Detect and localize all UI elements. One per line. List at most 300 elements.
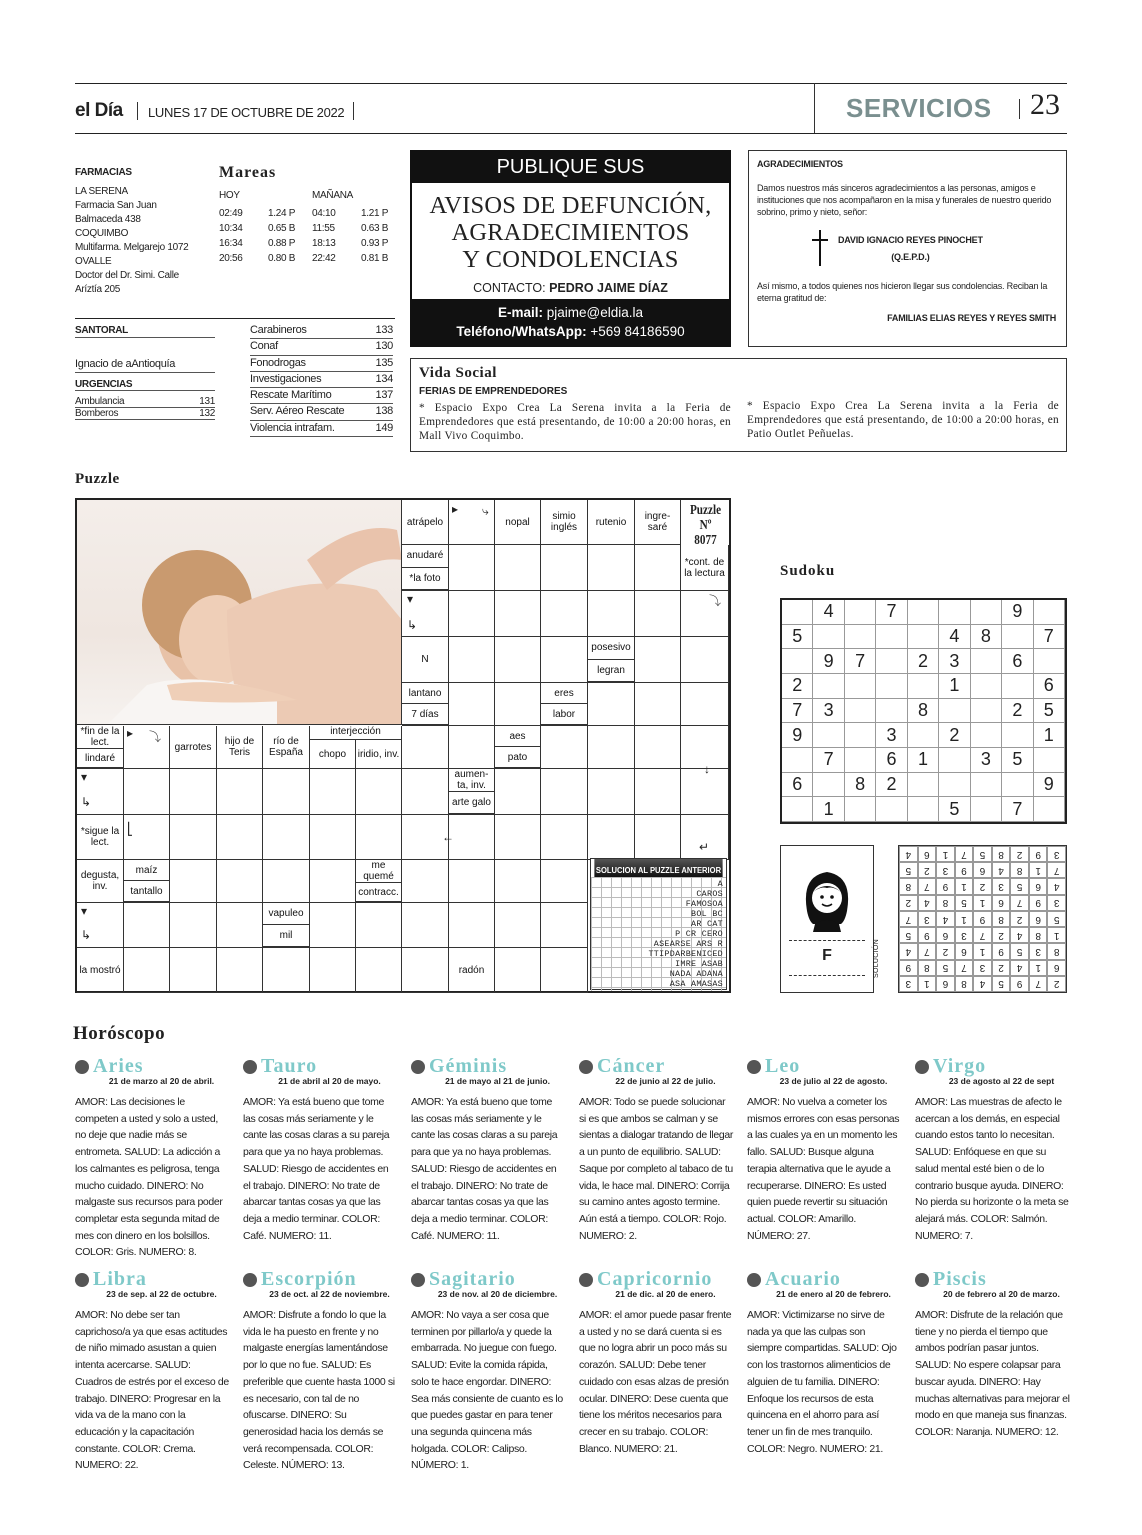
zodiac-icon: [75, 1060, 89, 1074]
crossword-clue-cell: degusta, inv.: [77, 860, 124, 903]
crossword-cell[interactable]: [170, 948, 217, 993]
sudoku-solution-cell: 2: [918, 862, 937, 878]
sudoku-solution-cell: 2: [1047, 976, 1066, 992]
phone-row: Investigaciones 134: [250, 372, 393, 388]
sudoku-solution-cell: 3: [973, 960, 992, 976]
crossword-cell[interactable]: [635, 815, 681, 860]
sudoku-cell: 8: [971, 625, 1002, 650]
crossword-cell[interactable]: [635, 637, 681, 683]
sudoku-cell: 4: [939, 625, 970, 650]
sudoku-solution-cell: 7: [955, 846, 974, 862]
tide-height: 1.24 P: [268, 208, 296, 219]
sign-dates: 23 de agosto al 22 de sept: [948, 1076, 1055, 1086]
vida-social-title: Vida Social: [419, 365, 497, 381]
sudoku-cell: 8: [845, 773, 876, 798]
sign-text: AMOR: Las muestras de afecto le acercan a los demás, en especial cuando estos tanto lo necesitan. SALUD: Enfóquese en que su salud mental esté bien o de lo contrario busque ayuda. DINERO: No pierda su horizonte o la meta se alejará más. COLOR: Salmón. NUMERO: 7.: [915, 1096, 1069, 1242]
crossword-clue-cell: atrápelo: [402, 500, 449, 545]
agradecimientos-outro: Así mismo, a todos quienes nos hicieron llegar sus condolencias. Reciban la eterna gratitud de:: [757, 281, 1048, 303]
crossword-cell[interactable]: [588, 726, 635, 769]
zodiac-icon: [747, 1060, 761, 1074]
crossword-cell[interactable]: [495, 591, 541, 637]
sudoku-cell[interactable]: [1002, 773, 1033, 798]
tide-height: 0.81 B: [361, 253, 389, 264]
sign-name: Cáncer: [597, 1055, 666, 1077]
crossword-cell[interactable]: [635, 545, 681, 591]
crossword-cell[interactable]: [681, 683, 729, 726]
crossword-cell[interactable]: [402, 726, 449, 769]
crossword-clue-cell: [402, 545, 449, 591]
horoscope-sign: [747, 1268, 902, 1457]
sudoku-cell[interactable]: [971, 600, 1002, 625]
email-label: E-mail:: [497, 305, 543, 320]
arrow-icon: ↓: [704, 762, 710, 776]
tide-height: 1.21 P: [361, 208, 389, 219]
crossword-cell[interactable]: [588, 769, 635, 815]
crossword-cell[interactable]: [541, 815, 588, 860]
sudoku-cell[interactable]: [1002, 625, 1033, 650]
sudoku-cell[interactable]: [1034, 797, 1065, 822]
crossword-cell[interactable]: [217, 815, 263, 860]
crossword-clue-cell: la mostró: [77, 948, 124, 993]
crossword-cell[interactable]: [541, 948, 588, 993]
sudoku-solution-cell: 8: [1047, 943, 1066, 959]
zodiac-icon: [75, 1273, 89, 1287]
crossword-cell[interactable]: [356, 769, 402, 815]
sudoku-cell[interactable]: [908, 674, 939, 699]
crossword-cell[interactable]: [635, 591, 681, 637]
crossword-clue: vapuleo: [263, 903, 309, 925]
sudoku-cell[interactable]: [908, 723, 939, 748]
sudoku-cell[interactable]: [845, 600, 876, 625]
sudoku-cell: 3: [876, 723, 907, 748]
arrow-icon: ▾: [81, 770, 88, 784]
sudoku-solution-cell: 4: [899, 846, 918, 862]
sign-dates: 22 de junio al 22 de julio.: [615, 1076, 716, 1086]
phone-label: Teléfono/WhatsApp:: [456, 324, 587, 339]
puzzle-title: Puzzle: [75, 471, 120, 487]
crossword-cell[interactable]: [402, 769, 449, 815]
sudoku-solution-cell: 1: [1029, 862, 1048, 878]
crossword-cell[interactable]: [356, 903, 402, 948]
sudoku-solution-cell: 8: [936, 895, 955, 911]
crossword-clue-cell: simio inglés: [541, 500, 588, 545]
sudoku-cell: 3: [971, 748, 1002, 773]
sudoku-cell: 2: [908, 649, 939, 674]
crossword-cell[interactable]: [495, 815, 541, 860]
crossword-cell[interactable]: [449, 726, 495, 769]
crossword-cell[interactable]: [402, 903, 449, 948]
sudoku-cell[interactable]: [1002, 723, 1033, 748]
sudoku-cell[interactable]: [908, 600, 939, 625]
sign-dates: 21 de marzo al 20 de abril.: [108, 1076, 215, 1086]
crossword-cell[interactable]: [495, 545, 541, 591]
sudoku-cell[interactable]: [845, 674, 876, 699]
sudoku-solution-cell: 5: [973, 846, 992, 862]
phones-list: [250, 323, 393, 437]
farmacia-line: Farmacia San Juan: [75, 200, 157, 211]
sudoku-cell[interactable]: [876, 699, 907, 724]
crossword-cell[interactable]: [449, 545, 495, 591]
crossword-cell[interactable]: [541, 860, 588, 903]
crossword-clue-cell: *sigue la lect.: [77, 815, 124, 860]
crossword-cell[interactable]: [449, 591, 495, 637]
crossword-cell[interactable]: [541, 545, 588, 591]
sudoku-solution-cell: 1: [1047, 927, 1066, 943]
crossword-cell[interactable]: [495, 769, 541, 815]
sudoku-solution-cell: 1: [936, 846, 955, 862]
sign-dates: 23 de nov. al 20 de diciembre.: [437, 1289, 558, 1299]
crossword-cell[interactable]: [635, 683, 681, 726]
sudoku-cell[interactable]: [813, 723, 844, 748]
sudoku-cell[interactable]: [782, 797, 813, 822]
phone-row: Conaf 130: [250, 339, 393, 355]
sudoku-solution-cell: 1: [1029, 960, 1048, 976]
sudoku-cell[interactable]: [1002, 674, 1033, 699]
sudoku-cell[interactable]: [876, 649, 907, 674]
zodiac-icon: [243, 1273, 257, 1287]
sign-dates: 23 de sep. al 22 de octubre.: [106, 1289, 217, 1299]
sign-dates: 21 de abril al 20 de mayo.: [278, 1076, 381, 1086]
crossword-cell[interactable]: [449, 903, 495, 948]
sudoku-cell: 3: [939, 649, 970, 674]
sudoku-solution-cell: 3: [1047, 895, 1066, 911]
agradecimientos: [748, 150, 1067, 347]
sudoku-solution-cell: 1: [918, 976, 937, 992]
sudoku-solution-cell: 3: [955, 927, 974, 943]
solution-row: TTIPDARBENICED: [648, 949, 723, 959]
phone-row: Fonodrogas 135: [250, 356, 393, 372]
sudoku-cell[interactable]: [813, 773, 844, 798]
crossword-cell[interactable]: [170, 815, 217, 860]
divider: [137, 102, 138, 120]
section-title: SERVICIOS: [846, 93, 992, 123]
girl-face-icon: [797, 866, 857, 932]
sudoku-solution-cell: 7: [1010, 895, 1029, 911]
sudoku-solution-cell: 3: [992, 878, 1011, 894]
solution-title: SOLUCION AL PUZZLE ANTERIOR: [594, 859, 722, 877]
crossword-cell[interactable]: [217, 903, 263, 948]
sudoku-solution-cell: 5: [899, 862, 918, 878]
santoral: [75, 325, 215, 420]
sudoku-cell[interactable]: [1034, 748, 1065, 773]
sign-name: Géminis: [429, 1055, 508, 1077]
sudoku-solution-cell: 1: [973, 895, 992, 911]
sudoku-solution-cell: 3: [918, 911, 937, 927]
sudoku-cell: 5: [782, 625, 813, 650]
sudoku-solution-cell: 9: [918, 927, 937, 943]
crossword-cell[interactable]: [495, 637, 541, 683]
sudoku-solution-cell: 6: [1029, 878, 1048, 894]
crossword-cell[interactable]: [449, 860, 495, 903]
crossword-clue: mil: [263, 925, 309, 947]
solution-row: ASA AMASAS: [669, 979, 723, 989]
sudoku-cell[interactable]: [876, 625, 907, 650]
sudoku-cell: 7: [1034, 625, 1065, 650]
crossword-clue-cell: ingre- saré: [635, 500, 681, 545]
phone-row: Carabineros 133: [250, 323, 393, 339]
sudoku-solution-cell: 7: [918, 878, 937, 894]
sudoku-solution-cell: 7: [1047, 862, 1066, 878]
crossword-cell[interactable]: [588, 545, 635, 591]
sudoku-cell: 8: [908, 699, 939, 724]
crossword-cell[interactable]: [635, 769, 681, 815]
crossword-cell[interactable]: [217, 860, 263, 903]
crossword-clue: labor: [541, 704, 587, 725]
sudoku-cell[interactable]: [939, 748, 970, 773]
horoscope-sign: [75, 1055, 230, 1261]
farmacia-line: OVALLE: [75, 256, 112, 267]
zodiac-icon: [579, 1060, 593, 1074]
crossword-clue-cell: nopal: [495, 500, 541, 545]
crossword-cell[interactable]: [170, 769, 217, 815]
crossword-cell[interactable]: [124, 948, 170, 993]
sudoku-cell[interactable]: [908, 797, 939, 822]
crossword-clue: lindaré: [77, 749, 123, 768]
sign-name: Virgo: [933, 1055, 987, 1077]
phone-row: Serv. Aéreo Rescate 138: [250, 404, 393, 420]
sudoku-cell[interactable]: [971, 723, 1002, 748]
crossword-cell[interactable]: [263, 860, 310, 903]
sudoku-cell[interactable]: [845, 699, 876, 724]
zodiac-icon: [411, 1273, 425, 1287]
solution-row: AR CAT: [691, 919, 723, 929]
sudoku-solution-cell: 4: [1047, 878, 1066, 894]
crossword-clue: maíz: [124, 860, 169, 881]
sudoku-cell[interactable]: [845, 748, 876, 773]
sudoku-grid: [780, 598, 1067, 824]
sudoku-cell[interactable]: [845, 797, 876, 822]
solution-row: NADA ADANA: [669, 969, 723, 979]
farmacias-title: FARMACIAS: [75, 167, 132, 178]
sudoku-cell: 2: [939, 723, 970, 748]
sudoku-cell[interactable]: [782, 600, 813, 625]
sudoku-solution-cell: 4: [899, 943, 918, 959]
sudoku-solution-cell: 1: [955, 878, 974, 894]
deceased-name: DAVID IGNACIO REYES PINOCHET: [838, 234, 983, 245]
crossword-cell[interactable]: [310, 860, 356, 903]
crossword-cell[interactable]: [310, 903, 356, 948]
sudoku-cell[interactable]: [813, 674, 844, 699]
crossword-cell[interactable]: [449, 637, 495, 683]
zodiac-icon: [915, 1060, 929, 1074]
crossword-cell[interactable]: [170, 860, 217, 903]
crossword-cell[interactable]: [263, 769, 310, 815]
tide-time: 11:55: [312, 223, 335, 234]
crossword-cell[interactable]: [356, 815, 402, 860]
santoral-title: SANTORAL: [75, 325, 215, 338]
sudoku-solution: [898, 845, 1067, 993]
sudoku-cell[interactable]: [876, 797, 907, 822]
crossword-cell[interactable]: [541, 637, 588, 683]
crossword-clue-cell: río de España: [263, 726, 310, 769]
crossword-cell[interactable]: [588, 683, 635, 726]
sign-name: Escorpión: [261, 1268, 357, 1290]
crossword-cell[interactable]: [263, 815, 310, 860]
crossword-cell[interactable]: [217, 948, 263, 993]
sudoku-solution-cell: 3: [1029, 943, 1048, 959]
tide-time: 04:10: [312, 208, 336, 219]
sudoku-cell[interactable]: [813, 625, 844, 650]
crossword-clue: eres: [541, 683, 587, 704]
sudoku-cell[interactable]: [971, 674, 1002, 699]
crossword-cell[interactable]: [217, 769, 263, 815]
sudoku-cell: 2: [1002, 699, 1033, 724]
crossword-cell[interactable]: [541, 903, 588, 948]
crossword-cell[interactable]: [310, 769, 356, 815]
sudoku-solution-cell: 3: [1047, 846, 1066, 862]
publique-header: PUBLIQUE SUS: [412, 152, 729, 183]
crossword-clue: tantallo: [124, 881, 169, 902]
sudoku-cell[interactable]: [845, 723, 876, 748]
sudoku-solution-cell: 8: [1010, 862, 1029, 878]
sign-text: AMOR: Las decisiones le competen a usted y solo a usted, no deje que nadie más se entrometa. SALUD: La adicción a los calmantes es peligrosa, tenga mucho cuidado. DINERO: No malgaste sus recursos para poder completar esta segunda mitad de mes con dinero en los bolsillos. COLOR: Gris. NUMERO: 8.: [75, 1096, 223, 1259]
sudoku-cell[interactable]: [971, 773, 1002, 798]
sudoku-cell[interactable]: [971, 797, 1002, 822]
sudoku-cell[interactable]: [782, 649, 813, 674]
sudoku-solution-cell: 6: [992, 895, 1011, 911]
sudoku-solution-cell: 4: [1010, 927, 1029, 943]
sudoku-cell: 2: [782, 674, 813, 699]
sign-name: Tauro: [261, 1055, 318, 1077]
sudoku-cell[interactable]: [782, 748, 813, 773]
solution-row: FAMOSOA: [685, 899, 723, 909]
solution-row: P CR CERO: [675, 929, 723, 939]
sign-text: AMOR: Ya está bueno que tome las cosas más seriamente y le cante las cosas claras a su pareja para que ya no haya problemas. SALUD: Riesgo de accidentes en el trabajo. DINERO: No trate de abarcar tantas cosas ya que las deja a medio terminar. COLOR: Café. NUMERO: 11.: [411, 1096, 558, 1242]
sudoku-cell[interactable]: [1034, 600, 1065, 625]
crossword-cell[interactable]: [402, 860, 449, 903]
email-link[interactable]: pjaime@eldia.la: [546, 305, 644, 320]
crossword-cell[interactable]: [495, 683, 541, 726]
crossword-cell[interactable]: [495, 903, 541, 948]
sudoku-cell[interactable]: [971, 649, 1002, 674]
crossword-cell[interactable]: [449, 683, 495, 726]
agradecimientos-intro: Damos nuestros más sinceros agradecimientos a las personas, amigos e instituciones que nos acompañaron en la misa y funerales de nuestro querido sobrino, primo y nieto, señor:: [757, 183, 1052, 217]
crossword-cell[interactable]: [541, 769, 588, 815]
sudoku-solution-cell: 2: [1010, 846, 1029, 862]
crossword-cell[interactable]: [170, 903, 217, 948]
urgencia-row: Bomberos 132: [75, 408, 215, 419]
sign-text: AMOR: Todo se puede solucionar si es que ambos se calman y se sientas a dialogar tratando de llegar a un punto de equilibrio. SALUD: Saque por completo al tabaco de tu vida, le hace mal. DINERO: Corrija su camino antes agosto termine. Aún está a tiempo. COLOR: Rojo. NUMERO: 2.: [579, 1096, 733, 1242]
sudoku-cell[interactable]: [939, 600, 970, 625]
farmacias: [75, 166, 215, 297]
horoscope-sign: [411, 1268, 566, 1474]
crossword-cell[interactable]: [588, 591, 635, 637]
solution-grid: [591, 877, 726, 991]
sign-dates: 21 de dic. al 20 de enero.: [615, 1289, 716, 1299]
sudoku-cell[interactable]: [1034, 649, 1065, 674]
divider: [1019, 99, 1020, 119]
arrow-icon: ▾: [407, 592, 414, 606]
header-brand: el Día: [75, 100, 123, 121]
sudoku-solution-cell: 5: [1047, 911, 1066, 927]
horoscope-sign: [747, 1055, 902, 1244]
crossword-clue: pato: [495, 747, 540, 768]
sudoku-cell[interactable]: [971, 699, 1002, 724]
crossword-cell[interactable]: [310, 815, 356, 860]
sudoku-solution-cell: 2: [1010, 911, 1029, 927]
sudoku-cell: 3: [813, 699, 844, 724]
crossword-cell[interactable]: [495, 948, 541, 993]
vida-social-item: * Espacio Expo Crea La Serena invita a la Feria de Emprendedores que está presentando, de 10:00 a 20:00 horas, en Patio Outlet Peñuelas.: [747, 400, 1059, 440]
crossword-clue-cell: [541, 683, 588, 726]
sudoku-cell: 9: [813, 649, 844, 674]
sudoku-cell[interactable]: [845, 625, 876, 650]
crossword-clue: chopo: [310, 740, 356, 769]
sudoku-cell: 7: [782, 699, 813, 724]
sudoku-cell: 6: [1002, 649, 1033, 674]
crossword-cell[interactable]: [681, 591, 729, 637]
sudoku-cell[interactable]: [908, 625, 939, 650]
crossword-cell[interactable]: [495, 860, 541, 903]
horoscope-sign: [579, 1055, 734, 1244]
sudoku-cell[interactable]: [876, 674, 907, 699]
sudoku-solution-cell: 5: [955, 895, 974, 911]
sudoku-solution-cell: 8: [1029, 927, 1048, 943]
crossword-cell[interactable]: [541, 591, 588, 637]
crossword-clue: iridio, inv.: [356, 740, 402, 769]
crossword-clue: *fin de la lect.: [77, 726, 123, 749]
sudoku-solution-cell: 9: [1010, 976, 1029, 992]
sudoku-cell[interactable]: [939, 699, 970, 724]
sudoku-solution-cell: 5: [1010, 943, 1029, 959]
crossword-clue: aes: [495, 726, 540, 747]
crossword-cell[interactable]: [263, 948, 310, 993]
arrow-icon: ←: [442, 830, 454, 844]
sudoku-solution-cell: 7: [918, 943, 937, 959]
crossword-cell[interactable]: [124, 769, 170, 815]
crossword-cell[interactable]: [124, 903, 170, 948]
crossword-cell[interactable]: [588, 815, 635, 860]
farmacia-line: COQUIMBO: [75, 228, 129, 239]
sudoku-solution-cell: 4: [992, 862, 1011, 878]
sudoku-cell: 5: [1034, 699, 1065, 724]
arrow-icon: ⤷: [482, 504, 489, 518]
tide-time: 02:49: [219, 208, 243, 219]
sign-dates: 20 de febrero al 20 de marzo.: [943, 1289, 1060, 1299]
crossword-clue-cell: radón: [449, 948, 495, 993]
sudoku-solution-cell: 9: [992, 943, 1011, 959]
sudoku-cell[interactable]: [908, 773, 939, 798]
solution-row: ASEARSE ARS R: [653, 939, 723, 949]
crossword-cell[interactable]: [681, 637, 729, 683]
sudoku-cell: 7: [1002, 797, 1033, 822]
santoral-name: Ignacio de aAntioquía: [75, 358, 215, 373]
sudoku-solution-cell: 9: [899, 960, 918, 976]
tide-height: 0.63 B: [361, 223, 389, 234]
crossword-cell[interactable]: [310, 948, 356, 993]
crossword-cell[interactable]: [356, 948, 402, 993]
crossword-cell[interactable]: [449, 815, 495, 860]
sudoku-cell: 1: [908, 748, 939, 773]
sudoku-cell: 6: [782, 773, 813, 798]
sudoku-solution-cell: 5: [899, 927, 918, 943]
arrow-icon: ⎣: [127, 822, 133, 836]
gender-box: [780, 845, 874, 993]
sudoku-cell: 1: [1034, 723, 1065, 748]
header-date: LUNES 17 DE OCTUBRE DE 2022: [148, 105, 345, 120]
crossword-cell[interactable]: [541, 726, 588, 769]
sudoku-cell[interactable]: [939, 773, 970, 798]
arrow-icon: ▾: [81, 904, 88, 918]
gender-label: F: [822, 947, 832, 964]
crossword-clue-cell: [124, 860, 170, 903]
crossword-clue: posesivo: [588, 637, 634, 660]
crossword-clue-cell: rutenio: [588, 500, 635, 545]
sudoku-solution-cell: 5: [992, 976, 1011, 992]
crossword-cell[interactable]: [635, 726, 681, 769]
crossword-cell[interactable]: [402, 948, 449, 993]
sudoku-solution-cell: 7: [973, 927, 992, 943]
